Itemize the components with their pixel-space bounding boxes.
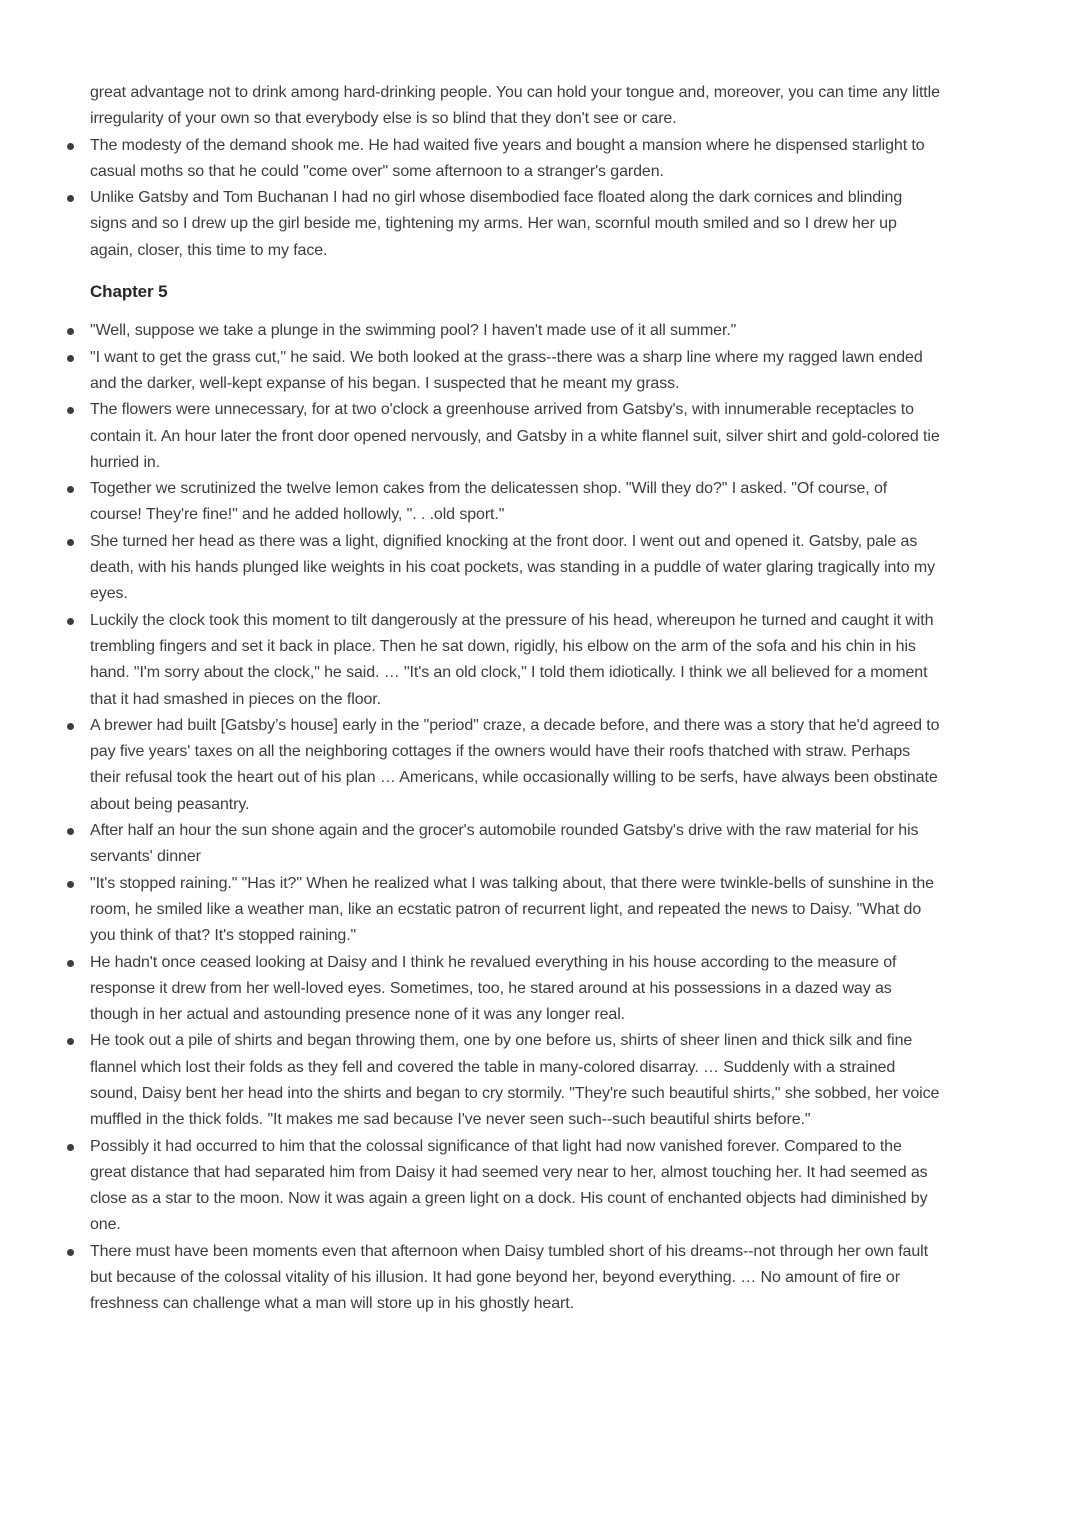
list-item: Possibly it had occurred to him that the colossal significance of that light had now vanished forever. Compared to the great distance that had separated him from Daisy it had seemed very near to her, almost touching her. It had seemed as close as a star to the moon. Now it was again a green light on a dock. His count of enchanted objects had diminished by one. bbox=[90, 1134, 941, 1239]
list-item: The flowers were unnecessary, for at two o'clock a greenhouse arrived from Gatsby's, with innumerable receptacles to contain it. An hour later the front door opened nervously, and Gatsby in a white flannel suit, silver shirt and gold-colored tie hurried in. bbox=[90, 397, 941, 476]
chapter5-bullet-list bbox=[90, 318, 941, 1317]
continuation-paragraph: great advantage not to drink among hard-drinking people. You can hold your tongue and, moreover, you can time any little irregularity of your own so that everybody else is so blind that they don't see or care. bbox=[90, 84, 940, 128]
list-item: He took out a pile of shirts and began throwing them, one by one before us, shirts of sheer linen and thick silk and fine flannel which lost their folds as they fell and covered the table in many-colored disarray. … Suddenly with a strained sound, Daisy bent her head into the shirts and began to cry stormily. "They're such beautiful shirts," she sobbed, her voice muffled in the thick folds. "It makes me sad because I've never seen such--such beautiful shirts before." bbox=[90, 1028, 941, 1133]
list-item: Unlike Gatsby and Tom Buchanan I had no girl whose disembodied face floated along the dark cornices and blinding signs and so I drew up the girl beside me, tightening my arms. Her wan, scornful mouth smiled and so I drew her up again, closer, this time to my face. bbox=[90, 185, 941, 264]
intro-bullet-list bbox=[90, 133, 941, 264]
list-item: There must have been moments even that afternoon when Daisy tumbled short of his dreams--not through her own fault but because of the colossal vitality of his illusion. It had gone beyond her, beyond everything. … No amount of fire or freshness can challenge what a man will store up in his ghostly heart. bbox=[90, 1239, 941, 1318]
list-item: "I want to get the grass cut," he said. We both looked at the grass--there was a sharp line where my ragged lawn ended and the darker, well-kept expanse of his began. I suspected that he meant my grass. bbox=[90, 345, 941, 398]
list-item: Luckily the clock took this moment to tilt dangerously at the pressure of his head, whereupon he turned and caught it with trembling fingers and set it back in place. Then he sat down, rigidly, his elbow on the arm of the sofa and his chin in his hand. "I'm sorry about the clock," he said. … "It's an old clock," I told them idiotically. I think we all believed for a moment that it had smashed in pieces on the floor. bbox=[90, 608, 941, 713]
list-item: "It's stopped raining." "Has it?" When he realized what I was talking about, that there were twinkle-bells of sunshine in the room, he smiled like a weather man, like an ecstatic patron of recurrent light, and repeated the news to Daisy. "What do you think of that? It's stopped raining." bbox=[90, 871, 941, 950]
list-item: The modesty of the demand shook me. He had waited five years and bought a mansion where he dispensed starlight to casual moths so that he could "come over" some afternoon to a stranger's garden. bbox=[90, 133, 941, 186]
list-item: He hadn't once ceased looking at Daisy and I think he revalued everything in his house according to the measure of response it drew from her well-loved eyes. Sometimes, too, he stared around at his possessions in a dazed way as though in her actual and astounding presence none of it was any longer real. bbox=[90, 950, 941, 1029]
list-item: "Well, suppose we take a plunge in the swimming pool? I haven't made use of it all summer." bbox=[90, 318, 941, 344]
list-item: Together we scrutinized the twelve lemon cakes from the delicatessen shop. "Will they do?" I asked. "Of course, of course! They're fine!" and he added hollowly, ". . .old sport." bbox=[90, 476, 941, 529]
list-item: A brewer had built [Gatsby’s house] early in the "period" craze, a decade before, and there was a story that he'd agreed to pay five years' taxes on all the neighboring cottages if the owners would have their roofs thatched with straw. Perhaps their refusal took the heart out of his plan … Americans, while occasionally willing to be serfs, have always been obstinate about being peasantry. bbox=[90, 713, 941, 818]
list-item: She turned her head as there was a light, dignified knocking at the front door. I went out and opened it. Gatsby, pale as death, with his hands plunged like weights in his coat pockets, was standing in a puddle of water glaring tragically into my eyes. bbox=[90, 529, 941, 608]
list-item: After half an hour the sun shone again and the grocer's automobile rounded Gatsby's drive with the raw material for his servants' dinner bbox=[90, 818, 941, 871]
document-content bbox=[90, 80, 941, 1318]
chapter-heading: Chapter 5 bbox=[90, 282, 168, 302]
